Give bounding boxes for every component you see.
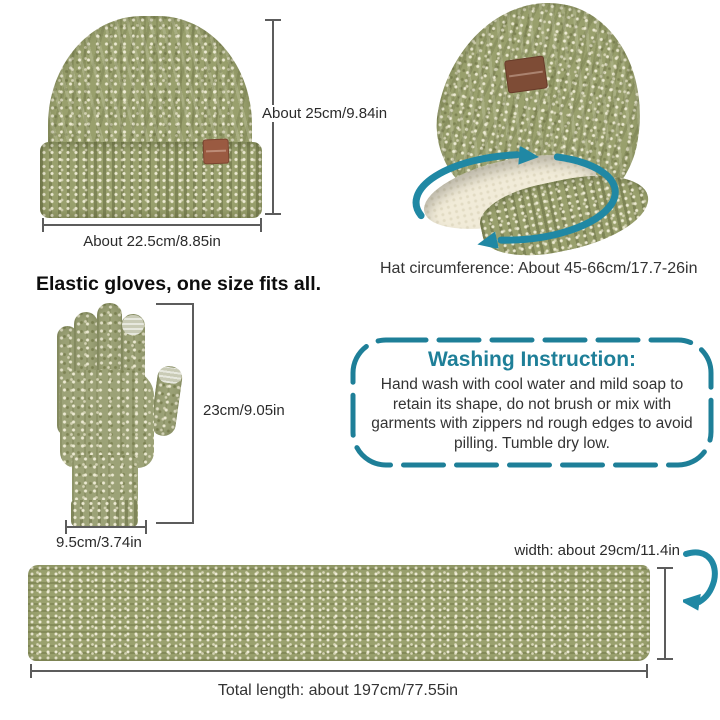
- touchscreen-thumbtip: [158, 366, 183, 385]
- touchscreen-fingertip: [122, 315, 144, 335]
- glove-thumb: [149, 365, 183, 438]
- scarf-length-label: Total length: about 197cm/77.55in: [217, 682, 459, 699]
- glove-width-measure-line: [65, 526, 147, 528]
- glove-image: [52, 300, 192, 528]
- beanie-crown: [48, 16, 252, 156]
- scarf-image: [28, 565, 650, 661]
- hat-width-measure-line: [42, 224, 262, 226]
- glove-height-measure-line: [192, 303, 194, 524]
- glove-cuff: [71, 500, 138, 527]
- washing-instruction-body: Hand wash with cool water and mild soap to retain its shape, do not brush or mix with garments with zippers nd rough edges to avoid pilling. Tumble dry low.: [371, 376, 693, 452]
- glove-palm: [60, 370, 154, 468]
- circular-rotation-arrows-icon: [407, 140, 623, 254]
- hat-circumference-label: Hat circumference: About 45-66cm/17.7-26in: [380, 260, 698, 277]
- hat-width-label: About 22.5cm/8.85in: [83, 233, 221, 250]
- glove-height-label: 23cm/9.05in: [203, 402, 285, 419]
- hat-height-label: About 25cm/9.84in: [259, 105, 390, 122]
- scarf-width-label: width: about 29cm/11.4in: [514, 542, 680, 559]
- scarf-width-measure-line: [664, 567, 666, 660]
- washing-instruction-title: Washing Instruction:: [427, 348, 637, 371]
- brand-patch: [504, 55, 548, 93]
- brand-patch: [203, 139, 230, 165]
- scarf-length-measure-line: [30, 670, 648, 672]
- gloves-heading: Elastic gloves, one size fits all.: [36, 273, 322, 295]
- beanie-front-image: [40, 10, 262, 218]
- glove-width-label: 9.5cm/3.74in: [56, 534, 142, 551]
- curved-arrow-icon: [683, 547, 719, 611]
